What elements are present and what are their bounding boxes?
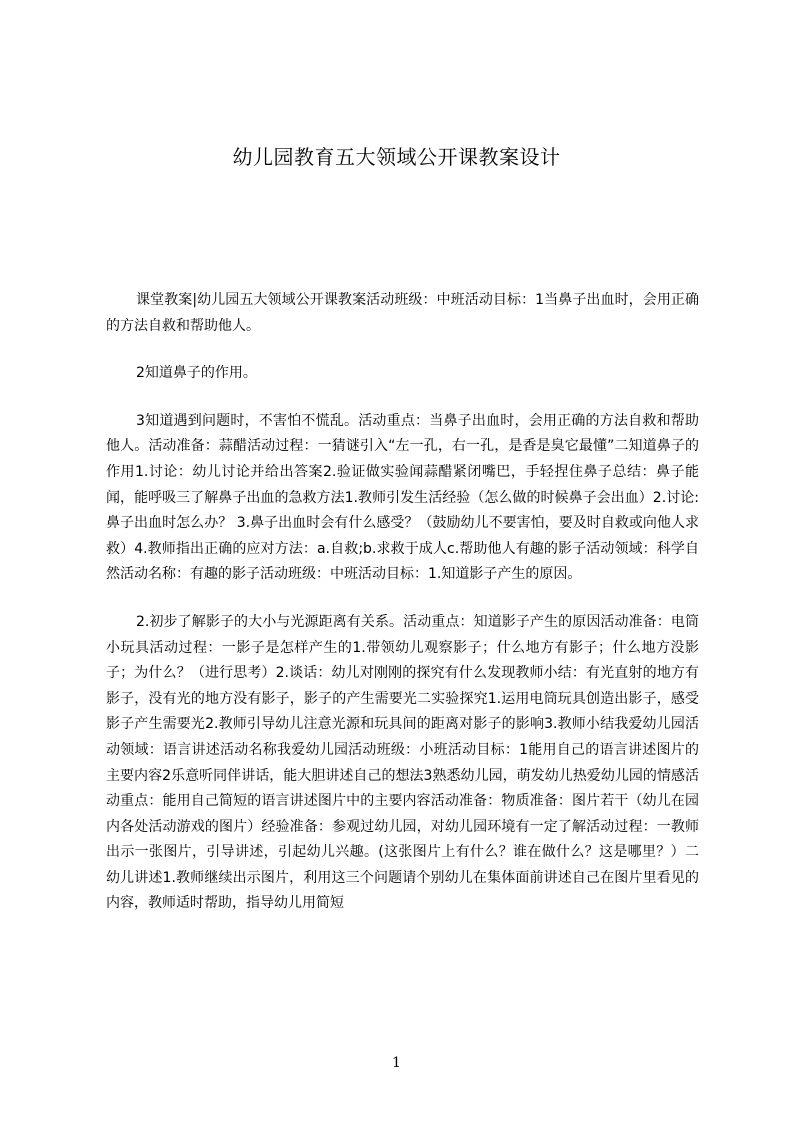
document-title: 幼儿园教育五大领域公开课教案设计 <box>232 145 561 169</box>
paragraph: 2.初步了解影子的大小与光源距离有关系。活动重点：知道影子产生的原因活动准备：电筒小玩具活动过程：一影子是怎样产生的1.带领幼儿观察影子；什么地方有影子；什么地方没影子；为什么？（进行思考）2.谈话：幼儿对刚刚的探究有什么发现教师小结：有光直射的地方有影子，没有光的地方没有影子，影子的产生需要光二实验探究1.运用电筒玩具创造出影子，感受影子产生需要光2.教师引导幼儿注意光源和玩具间的距离对影子的影响3.教师小结我爱幼儿园活动领域：语言讲述活动名称我爱幼儿园活动班级：小班活动目标：1能用自己的语言讲述图片的主要内容2乐意听同伴讲话，能大胆讲述自己的想法3熟悉幼儿园，萌发幼儿热爱幼儿园的情感活动重点：能用自己简短的语言讲述图片中的主要内容活动准备：物质准备：图片若干（幼儿在园内各处活动游戏的图片）经验准备：参观过幼儿园，对幼儿园环境有一定了解活动过程：一教师出示一张图片，引导讲述，引起幼儿兴趣。(这张图片上有什么？谁在做什么？这是哪里？）二幼儿讲述1.教师继续出示图片，利用这三个问题请个别幼儿在集体面前讲述自己在图片里看见的内容，教师适时帮助，指导幼儿用简短 <box>106 613 699 912</box>
page-number: 1 <box>392 1055 401 1071</box>
document-body <box>106 288 699 939</box>
paragraph: 课堂教案|幼儿园五大领域公开课教案活动班级：中班活动目标：1当鼻子出血时，会用正确的方法自救和帮助他人。 <box>106 292 699 334</box>
paragraph: 3知道遇到问题时，不害怕不慌乱。活动重点：当鼻子出血时，会用正确的方法自救和帮助他人。活动准备：蒜醋活动过程：一猜谜引入“左一孔，右一孔，是香是臭它最懂”二知道鼻子的作用1.讨论：幼儿讨论并给出答案2.验证做实验闻蒜醋紧闭嘴巴，手轻捏住鼻子总结：鼻子能闻，能呼吸三了解鼻子出血的急救方法1.教师引发生活经验（怎么做的时候鼻子会出血）2.讨论:鼻子出血时怎么办？ 3.鼻子出血时会有什么感受？（鼓励幼儿不要害怕，要及时自救或向他人求救）4.教师指出正确的应对方法：a.自救;b.求救于成人c.帮助他人有趣的影子活动领域：科学自然活动名称：有趣的影子活动班级：中班活动目标：1.知道影子产生的原因。 <box>106 412 699 583</box>
paragraph: 2知道鼻子的作用。 <box>136 365 257 382</box>
